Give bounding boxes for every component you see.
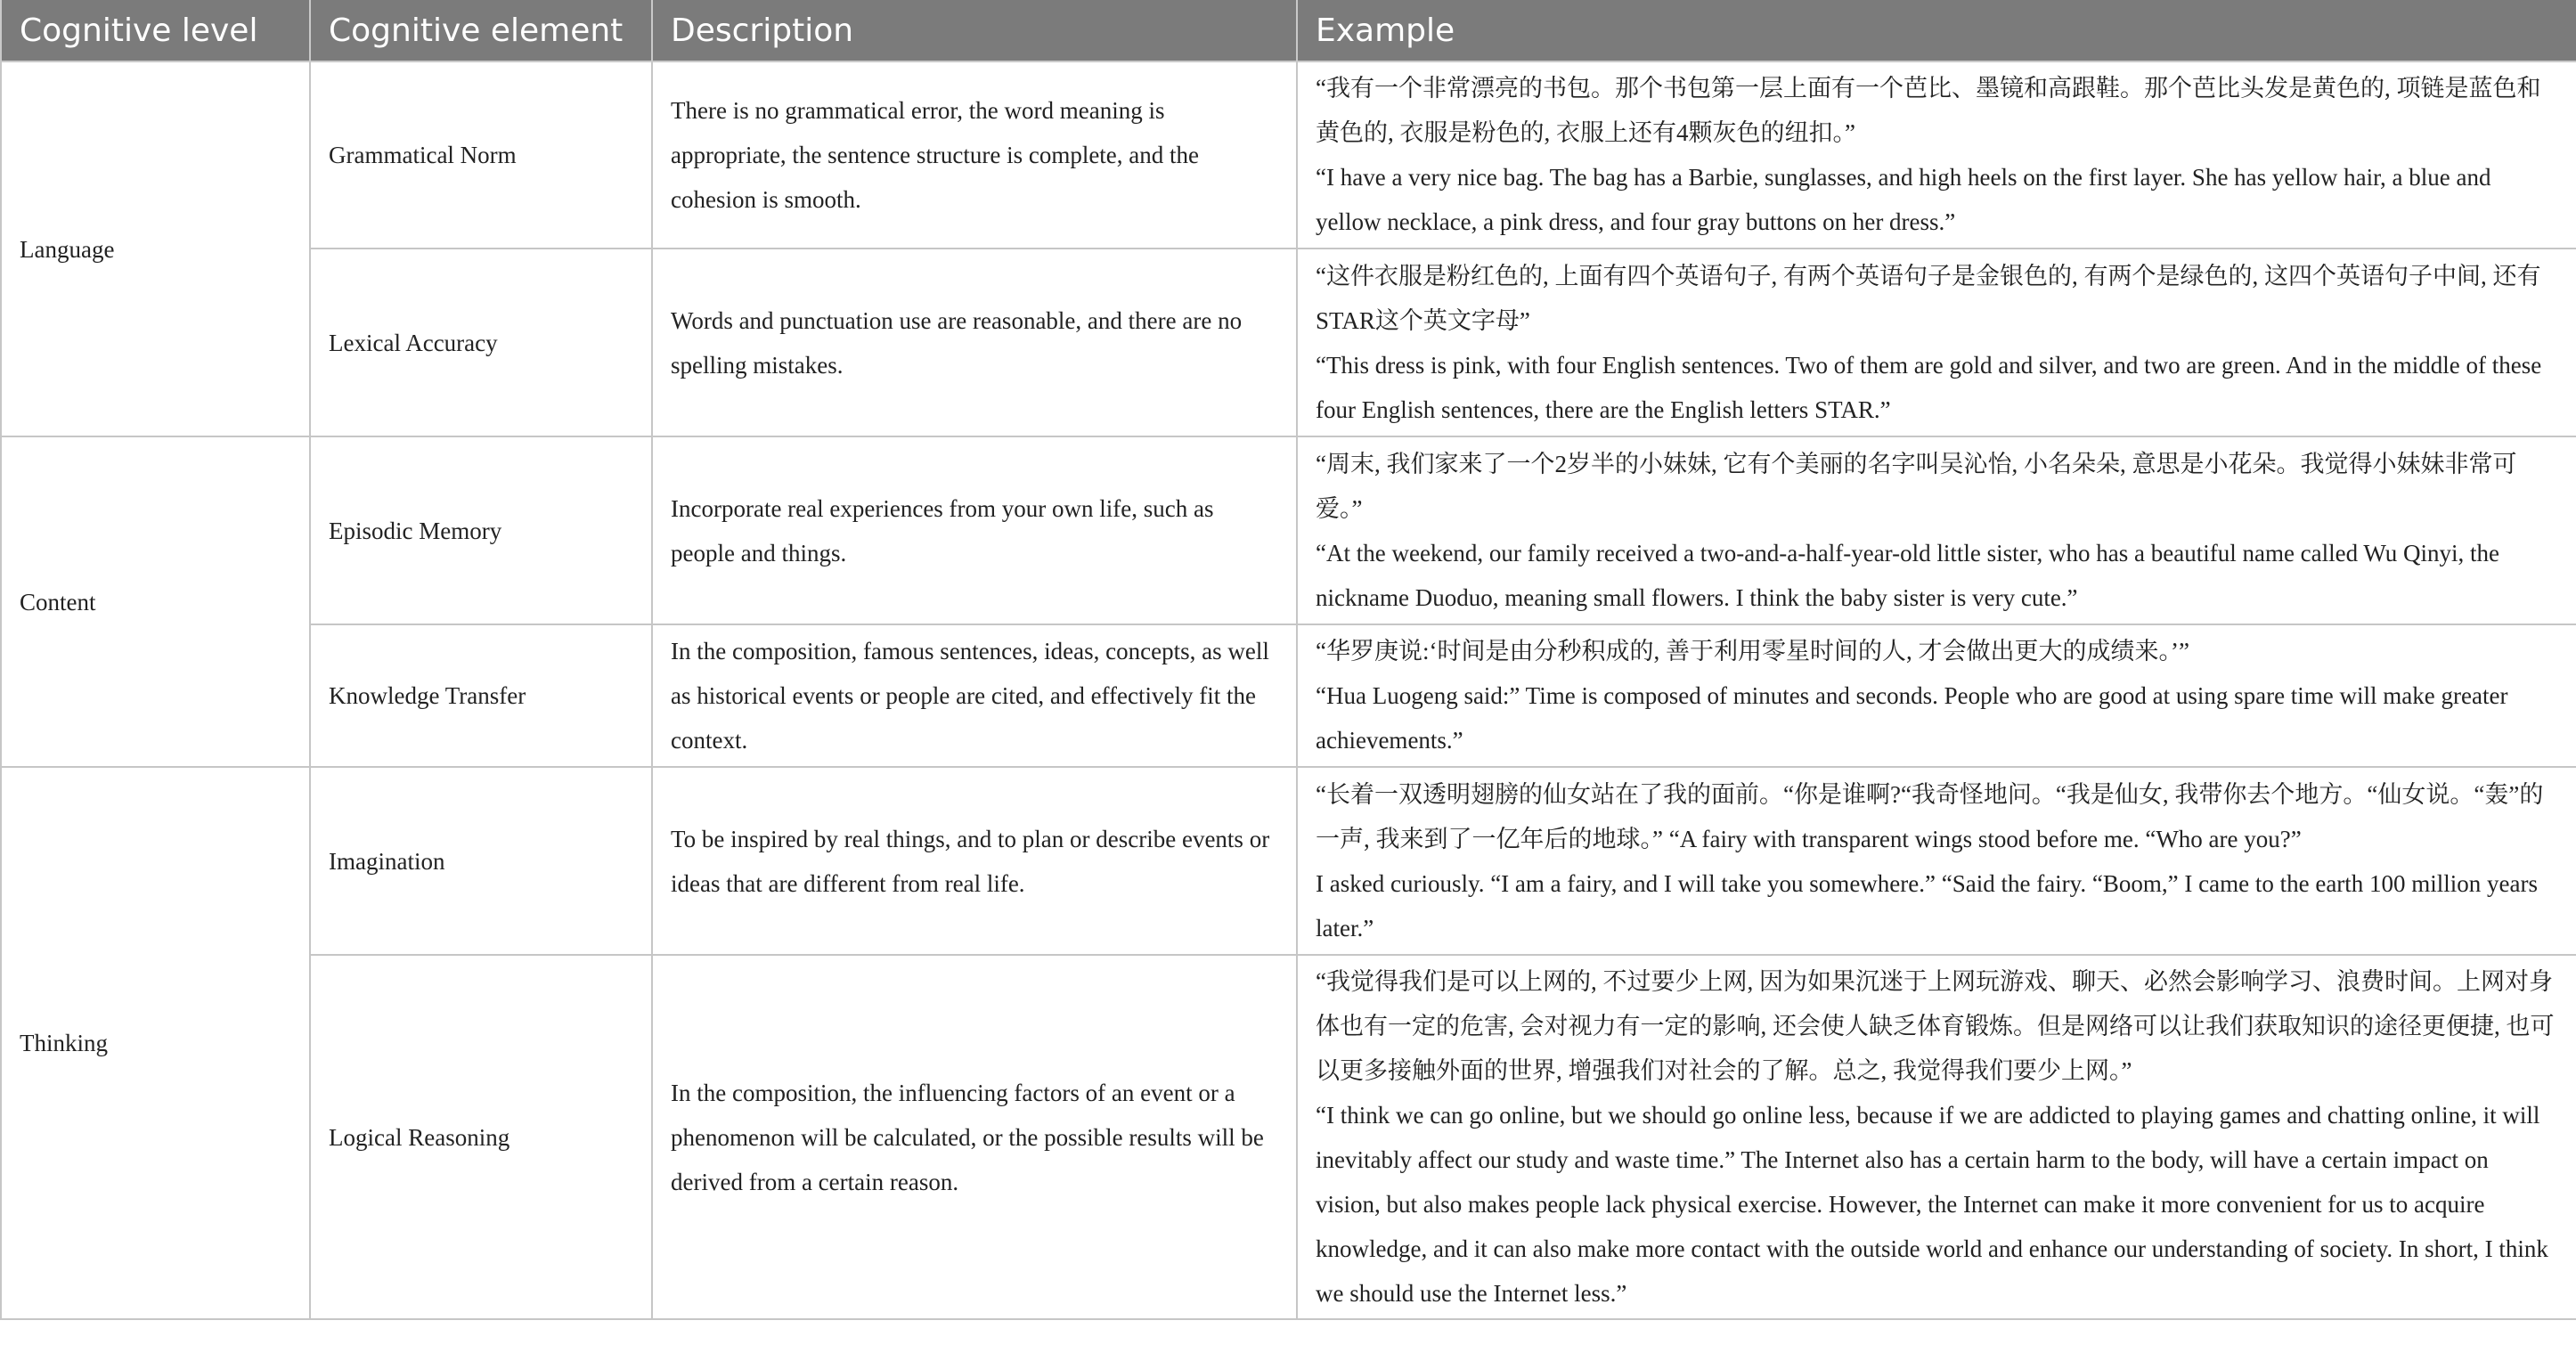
example-cell bbox=[1297, 436, 2576, 624]
example-chinese-text: “周末, 我们家来了一个2岁半的小妹妹, 它有个美丽的名字叫吴沁怡, 小名朵朵, 意思是小花朵。我觉得小妹妹非常可爱。” bbox=[1316, 450, 2517, 522]
cognitive-element-cell: Grammatical Norm bbox=[310, 61, 652, 249]
example-english-text: “At the weekend, our family received a two-and-a-half-year-old little sister, who has a beautiful name called Wu Qinyi, the nickname Duoduo, meaning small flowers. I think the baby sister is very cute.” bbox=[1316, 539, 2500, 611]
table-header bbox=[1, 0, 2576, 61]
table-row bbox=[1, 767, 2576, 955]
example-cell bbox=[1297, 767, 2576, 955]
example-chinese-text: “我有一个非常漂亮的书包。那个书包第一层上面有一个芭比、墨镜和高跟鞋。那个芭比头发是黄色的, 项链是蓝色和黄色的, 衣服是粉色的, 衣服上还有4颗灰色的纽扣。” bbox=[1316, 75, 2541, 146]
table-row bbox=[1, 436, 2576, 624]
header-example: Example bbox=[1297, 0, 2576, 61]
example-cell bbox=[1297, 249, 2576, 436]
table-row bbox=[1, 955, 2576, 1319]
description-cell: In the composition, famous sentences, ideas, concepts, as well as historical events or people are cited, and effectively fit the context. bbox=[652, 624, 1297, 767]
example-english-text: “I have a very nice bag. The bag has a Barbie, sunglasses, and high heels on the first layer. She has yellow hair, a blue and yellow necklace, a pink dress, and four gray buttons on her dress.” bbox=[1316, 164, 2491, 235]
header-row bbox=[1, 0, 2576, 61]
table-row bbox=[1, 249, 2576, 436]
header-cognitive-element: Cognitive element bbox=[310, 0, 652, 61]
description-cell: Incorporate real experiences from your own life, such as people and things. bbox=[652, 436, 1297, 624]
header-cognitive-level: Cognitive level bbox=[1, 0, 310, 61]
cognitive-element-cell: Logical Reasoning bbox=[310, 955, 652, 1319]
table-row bbox=[1, 624, 2576, 767]
example-chinese-text: “华罗庚说:‘时间是由分秒积成的, 善于利用零星时间的人, 才会做出更大的成绩来。’” bbox=[1316, 638, 2189, 664]
example-cell bbox=[1297, 61, 2576, 249]
example-english-text: “Hua Luogeng said:” Time is composed of minutes and seconds. People who are good at using spare time will make greater achievements.” bbox=[1316, 682, 2508, 754]
cognitive-element-cell: Knowledge Transfer bbox=[310, 624, 652, 767]
example-chinese-text: “这件衣服是粉红色的, 上面有四个英语句子, 有两个英语句子是金银色的, 有两个是绿色的, 这四个英语句子中间, 还有STAR这个英文字母” bbox=[1316, 262, 2541, 334]
example-english-text: “This dress is pink, with four English sentences. Two of them are gold and silver, and two are green. And in the middle of these four English sentences, there are the English letters STAR.” bbox=[1316, 351, 2542, 423]
cognitive-element-cell: Lexical Accuracy bbox=[310, 249, 652, 436]
example-cell bbox=[1297, 955, 2576, 1319]
cognitive-level-cell: Language bbox=[1, 61, 310, 436]
example-english-text: I asked curiously. “I am a fairy, and I will take you somewhere.” “Said the fairy. “Boom,” I came to the earth 100 million years later.” bbox=[1316, 869, 2539, 942]
header-description: Description bbox=[652, 0, 1297, 61]
cognitive-level-cell: Thinking bbox=[1, 767, 310, 1319]
example-chinese-text: “长着一双透明翅膀的仙女站在了我的面前。“你是谁啊?“我奇怪地问。“我是仙女, 我带你去个地方。“仙女说。“轰”的一声, 我来到了一亿年后的地球。” “A fairy with transparent wings stood before me. “Who are you?” bbox=[1316, 780, 2544, 852]
description-cell: To be inspired by real things, and to plan or describe events or ideas that are different from real life. bbox=[652, 767, 1297, 955]
description-cell: Words and punctuation use are reasonable, and there are no spelling mistakes. bbox=[652, 249, 1297, 436]
example-chinese-text: “我觉得我们是可以上网的, 不过要少上网, 因为如果沉迷于上网玩游戏、聊天、必然会影响学习、浪费时间。上网对身体也有一定的危害, 会对视力有一定的影响, 还会使人缺乏体育锻炼。但是网络可以让我们获取知识的途径更便捷, 也可以更多接触外面的世界, 增强我们对社会的了解。总之, 我觉得我们要少上网。” bbox=[1316, 967, 2555, 1084]
cognitive-element-cell: Imagination bbox=[310, 767, 652, 955]
cognitive-element-cell: Episodic Memory bbox=[310, 436, 652, 624]
example-english-text: “I think we can go online, but we should go online less, because if we are addicted to playing games and chatting online, it will inevitably affect our study and waste time.” The Internet also has a certain harm to the body, will have a certain impact on vision, but also makes people lack physical exercise. However, the Internet can make it more convenient for us to acquire knowledge, and it can also make more contact with the outside world and enhance our understanding of society. In short, I think we should use the Internet less.” bbox=[1316, 1101, 2548, 1307]
description-cell: In the composition, the influencing factors of an event or a phenomenon will be calculated, or the possible results will be derived from a certain reason. bbox=[652, 955, 1297, 1319]
table-body bbox=[1, 61, 2576, 1319]
cognitive-level-cell: Content bbox=[1, 436, 310, 767]
table-row bbox=[1, 61, 2576, 249]
example-cell bbox=[1297, 624, 2576, 767]
description-cell: There is no grammatical error, the word meaning is appropriate, the sentence structure is complete, and the cohesion is smooth. bbox=[652, 61, 1297, 249]
